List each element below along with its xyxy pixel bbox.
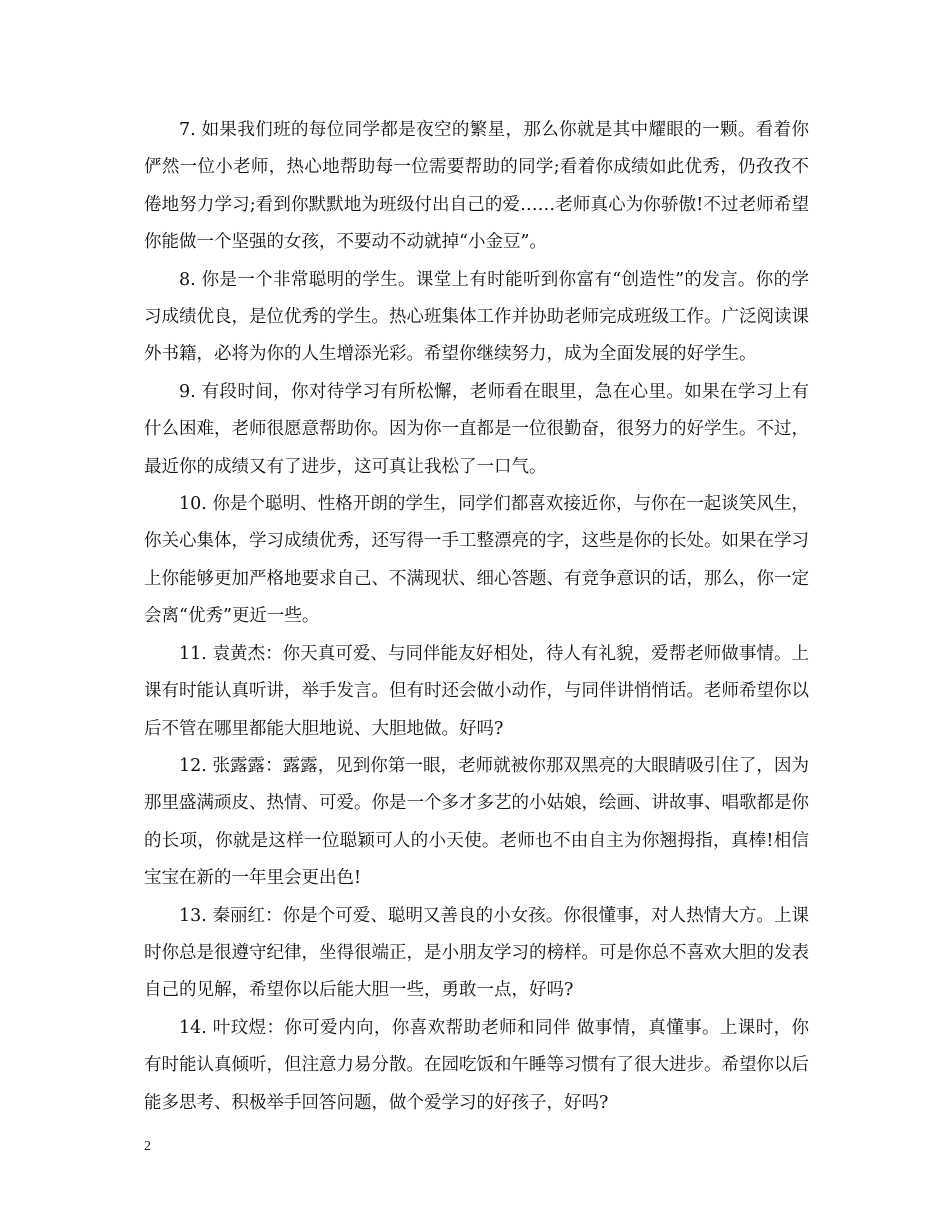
- page-number: 2: [144, 1139, 151, 1154]
- comment-paragraph-11: 11. 袁黄杰：你天真可爱、与同伴能友好相处，待人有礼貌，爱帮老师做事情。上课有时能认真听讲，举手发言。但有时还会做小动作，与同伴讲悄悄话。老师希望你以后不管在哪里都能大胆地说、大胆地做。好吗?: [144, 643, 809, 739]
- comment-paragraph-13: 13. 秦丽红：你是个可爱、聪明又善良的小女孩。你很懂事，对人热情大方。上课时你总是很遵守纪律，坐得很端正，是小朋友学习的榜样。可是你总不喜欢大胆的发表自己的见解，希望你以后能大胆一些，勇敢一点，好吗?: [144, 905, 809, 1001]
- comment-paragraph-8: 8. 你是一个非常聪明的学生。课堂上有时能听到你富有“创造性”的发言。你的学习成绩优良，是位优秀的学生。热心班集体工作并协助老师完成班级工作。广泛阅读课外书籍，必将为你的人生增添光彩。希望你继续努力，成为全面发展的好学生。: [144, 269, 809, 365]
- comment-paragraph-12: 12. 张露露：露露，见到你第一眼，老师就被你那双黑亮的大眼睛吸引住了，因为那里盛满顽皮、热情、可爱。你是一个多才多艺的小姑娘，绘画、讲故事、唱歌都是你的长项，你就是这样一位聪颖可人的小天使。老师也不由自主为你翘拇指，真棒!相信宝宝在新的一年里会更出色!: [144, 755, 809, 889]
- page-body: [144, 112, 809, 1122]
- comment-paragraph-9: 9. 有段时间，你对待学习有所松懈，老师看在眼里，急在心里。如果在学习上有什么困难，老师很愿意帮助你。因为你一直都是一位很勤奋，很努力的好学生。不过，最近你的成绩又有了进步，这可真让我松了一口气。: [144, 381, 809, 477]
- comment-paragraph-10: 10. 你是个聪明、性格开朗的学生，同学们都喜欢接近你，与你在一起谈笑风生，你关心集体，学习成绩优秀，还写得一手工整漂亮的字，这些是你的长处。如果在学习上你能够更加严格地要求自己、不满现状、细心答题、有竞争意识的话，那么，你一定会离“优秀”更近一些。: [144, 494, 809, 627]
- comment-paragraph-14: 14. 叶玟煜：你可爱内向，你喜欢帮助老师和同伴 做事情，真懂事。上课时，你有时能认真倾听，但注意力易分散。在园吃饭和午睡等习惯有了很大进步。希望你以后能多思考、积极举手回答问题，做个爱学习的好孩子，好吗?: [144, 1017, 809, 1113]
- comment-paragraph-7: 7. 如果我们班的每位同学都是夜空的繁星，那么你就是其中耀眼的一颗。看着你俨然一位小老师，热心地帮助每一位需要帮助的同学;看着你成绩如此优秀，仍孜孜不倦地努力学习;看到你默默地为班级付出自己的爱……老师真心为你骄傲!不过老师希望你能做一个坚强的女孩，不要动不动就掉“小金豆”。: [144, 120, 809, 253]
